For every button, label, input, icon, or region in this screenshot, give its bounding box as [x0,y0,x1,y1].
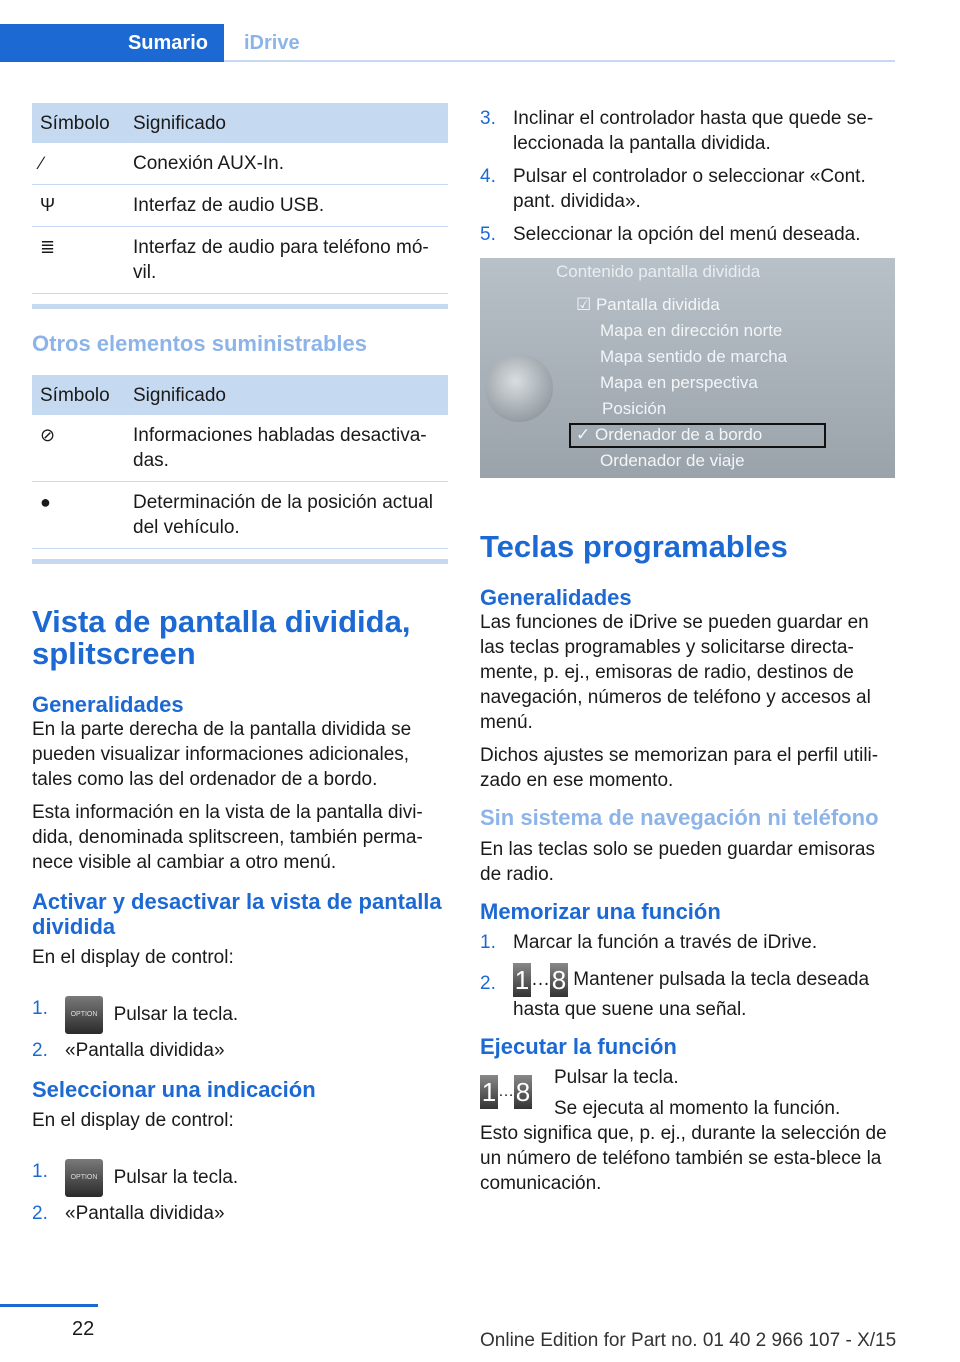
list-item: 1. OPTION Pulsar la tecla. [32,1145,448,1197]
section-title-keys: Teclas programables [480,529,788,564]
screen-item: Mapa en perspectiva [600,373,758,392]
screen-item-selected: ✓ Ordenador de a bordo [576,425,763,444]
step-text: «Pantalla dividida» [65,1040,225,1061]
exec-line-1: Pulsar la tecla. [554,1067,679,1088]
split-paragraph-2: Esta información en la vista de la pantalla divi-dida, denominada splitscreen, también perma-nece visible al cambiar a otro menú. [32,802,423,873]
table-row [32,415,448,482]
col-meaning: Significado [125,375,448,415]
nonav-text: En las teclas solo se pueden guardar emisoras de radio. [480,839,876,885]
step-text: Marcar la función a través de iDrive. [513,932,818,953]
edition-note: Online Edition for Part no. 01 40 2 966 107 - X/15 [480,1330,897,1351]
phone-audio-icon: ≣ [40,237,56,257]
right-column [480,106,895,247]
activate-intro: En el display de control: [32,947,234,968]
table-end-rule [32,559,448,564]
tab-sumario-label: Sumario [127,32,208,54]
section-heading-other: Otros elementos suministrables [32,331,367,356]
activate-steps [32,982,448,1063]
keys-general-heading: Generalidades [480,585,632,610]
step-text: Mantener pulsada la tecla deseada hasta que suene una señal. [513,969,870,1020]
memo-steps [480,930,895,1022]
header-divider [224,60,895,62]
step-text: «Pantalla dividida» [65,1203,225,1224]
select-heading: Seleccionar una indicación [32,1077,316,1102]
idrive-screen-image [480,258,895,478]
list-item: 2. «Pantalla dividida» [32,1203,225,1224]
key-8-icon: 8 [551,965,567,995]
nonav-heading: Sin sistema de navegación ni teléfono [480,805,879,830]
row-meaning: Informaciones habladas desactiva-das. [125,415,448,482]
list-item: 3. Inclinar el controlador hasta que quede se-leccionada la pantalla dividida. [480,108,874,154]
list-item: 5. Seleccionar la opción del menú deseada. [480,224,861,245]
activate-heading: Activar y desactivar la vista de pantalla dividida [32,889,442,939]
screen-item: Ordenador de viaje [600,451,745,470]
table-row [32,185,448,227]
keys-paragraph-2: Dichos ajustes se memorizan para el perfil utili-zado en ese momento. [480,745,879,791]
symbol-table-1 [32,103,448,294]
key-dots: … [531,969,550,991]
list-item: 2. «Pantalla dividida» [32,1040,225,1061]
row-meaning: Determinación de la posición actual del vehículo. [125,482,448,549]
screen-item: Mapa en dirección norte [600,321,783,340]
header-bar [0,24,895,62]
row-meaning: Conexión AUX-In. [125,143,448,185]
exec-line-2: Se ejecuta al momento la función. [554,1098,841,1119]
tab-idrive[interactable]: iDrive [244,32,300,54]
keys-paragraph-1: Las funciones de iDrive se pueden guardar en las teclas programables y solicitarse directa-mente, p. ej., emisoras de radio, destinos de navegación, números de teléfono y accesos al menú. [480,612,871,733]
row-meaning: Interfaz de audio para teléfono mó-vil. [125,227,448,294]
select-intro: En el display de control: [32,1110,234,1131]
step-text: Pulsar la tecla. [113,1167,239,1189]
step-text: Inclinar el controlador hasta que quede se-leccionada la pantalla dividida. [513,108,874,154]
section-title-split: Vista de pantalla dividida, splitscreen [32,604,411,671]
footer-rule [0,1304,98,1307]
exec-keys-icon: 1 …8 [481,1077,531,1107]
memo-heading: Memorizar una función [480,899,721,924]
screen-item: Posición [602,399,667,418]
symbol-table-2 [32,375,448,549]
list-item: 2. 1…8 Mantener pulsada la tecla deseada hasta que suene una señal. [480,965,870,1020]
col-meaning: Significado [125,103,448,143]
exec-heading: Ejecutar la función [480,1034,677,1059]
col-symbol: Símbolo [32,375,125,415]
screen-item-checkbox: ☑ Pantalla dividida [576,295,720,314]
tab-sumario[interactable] [0,24,224,62]
key-1-icon: 1 [514,965,530,995]
page-number: 22 [72,1318,95,1340]
position-icon: ● [40,492,51,512]
step-text: Seleccionar la opción del menú deseada. [513,224,861,245]
select-steps [32,1145,448,1226]
exec-block [480,1065,895,1121]
list-item: 4. Pulsar el controlador o seleccionar «Cont. pant. dividida». [480,166,866,212]
screen-title: Contenido pantalla dividida [556,262,761,281]
split-general-heading: Generalidades [32,692,184,717]
step-text: Pulsar la tecla. [113,1004,239,1026]
controller-knob-icon [485,354,553,422]
split-paragraph-1: En la parte derecha de la pantalla dividida se pueden visualizar informaciones adicionales, tales como las del ordenador de a bordo. [32,719,412,790]
table-end-rule [32,304,448,309]
option-button-icon: OPTION [65,1159,103,1197]
usb-icon: Ψ [40,195,56,215]
plug-icon: ∕ [40,153,44,173]
exec-paragraph: Esto significa que, p. ej., durante la selección de un número de teléfono también se esta-blece la comunicación. [480,1123,887,1194]
table-row [32,143,448,185]
option-button-icon: OPTION [65,996,103,1034]
list-item: 1. OPTION Pulsar la tecla. [32,982,448,1034]
speech-off-icon: ⊘ [40,425,56,445]
table-row [32,227,448,294]
keys-section [480,531,895,1196]
screen-item: Mapa sentido de marcha [600,347,788,366]
row-meaning: Interfaz de audio USB. [125,185,448,227]
left-column [32,103,448,1226]
table-row [32,482,448,549]
list-item: 1. Marcar la función a través de iDrive. [480,932,818,953]
col-symbol: Símbolo [32,103,125,143]
step-text: Pulsar el controlador o seleccionar «Cont. pant. dividida». [513,166,866,212]
split-steps-continued [480,106,895,247]
